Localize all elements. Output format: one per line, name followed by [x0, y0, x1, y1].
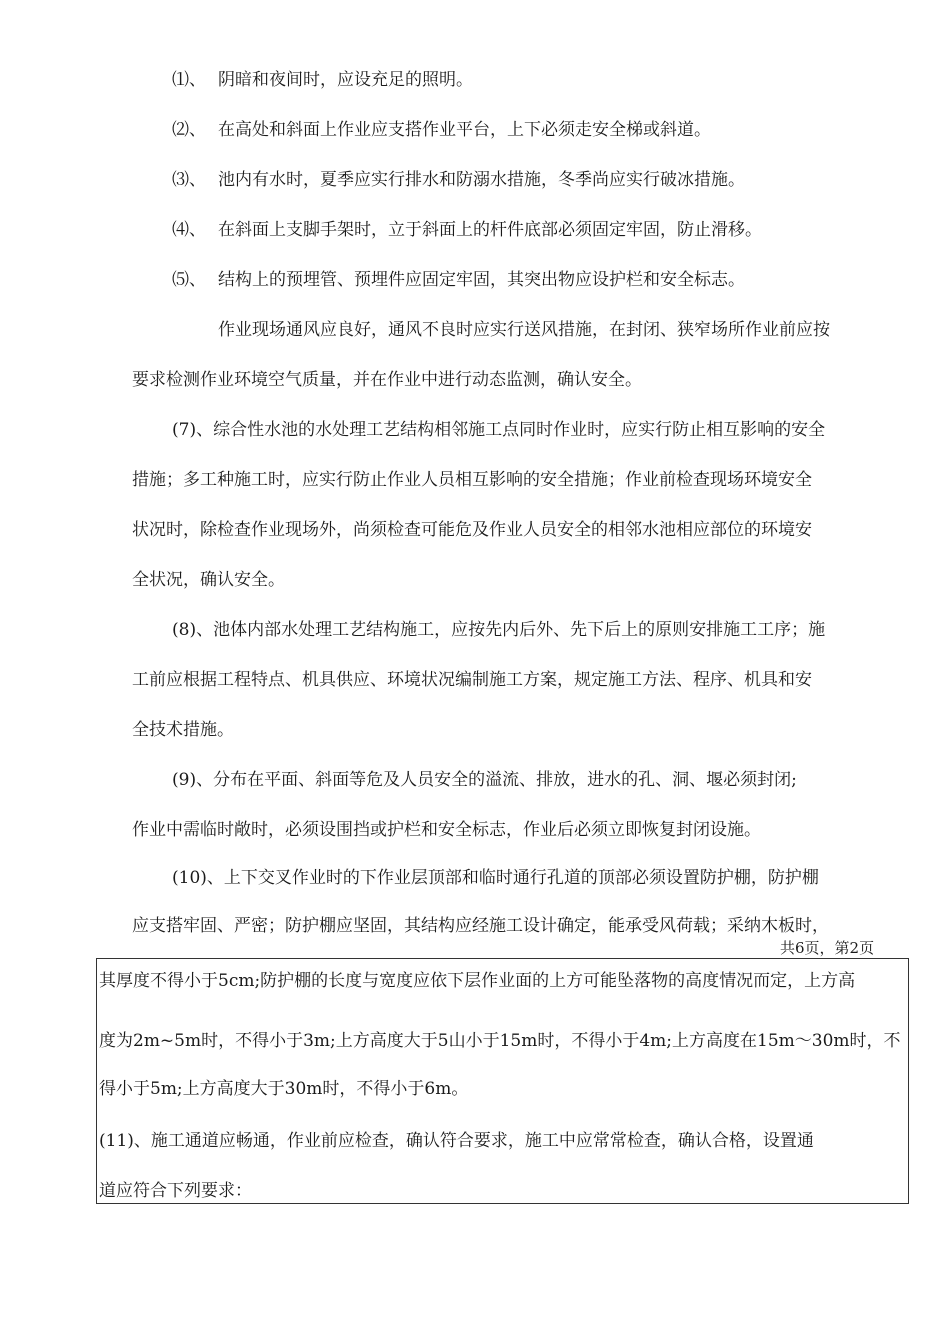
paragraph-line: 状况时，除检查作业现场外，尚须检查可能危及作业人员安全的相邻水池相应部位的环境安: [132, 520, 812, 540]
box-line: 道应符合下列要求：: [99, 1181, 252, 1201]
paragraph-line: (8)、池体内部水处理工艺结构施工，应按先内后外、先下后上的原则安排施工工序；施: [172, 620, 826, 640]
box-line: 其厚度不得小于5cm;防护棚的长度与宽度应依下层作业面的上方可能坠落物的高度情况而定，上方高: [99, 971, 856, 991]
box-line: 得小于5m;上方高度大于30m时，不得小于6m。: [99, 1079, 469, 1099]
item-number: ⑴、: [172, 70, 206, 90]
list-item: [172, 118, 711, 142]
list-item: [172, 168, 745, 192]
paragraph-line: 作业中需临时敞时，必须设围挡或护栏和安全标志，作业后必须立即恢复封闭设施。: [132, 820, 761, 840]
item-text: 阴暗和夜间时，应设充足的照明。: [218, 70, 473, 90]
item-number: ⑸、: [172, 270, 206, 290]
paragraph-line: 全状况，确认安全。: [132, 570, 285, 590]
page-number: 共6页，第2页: [780, 939, 875, 957]
paragraph-line: (10)、上下交叉作业时的下作业层顶部和临时通行孔道的顶部必须设置防护棚，防护棚: [172, 868, 819, 888]
box-line: (11)、施工通道应畅通，作业前应检查，确认符合要求，施工中应常常检查，确认合格，设置通: [99, 1131, 814, 1151]
list-item: [172, 268, 745, 292]
paragraph-line: 要求检测作业环境空气质量，并在作业中进行动态监测，确认安全。: [132, 370, 642, 390]
item-number: ⑵、: [172, 120, 206, 140]
item-text: 结构上的预埋管、预埋件应固定牢固，其突出物应设护栏和安全标志。: [218, 270, 745, 290]
paragraph-line: (7)、综合性水池的水处理工艺结构相邻施工点同时作业时，应实行防止相互影响的安全: [172, 420, 826, 440]
list-item: [172, 68, 473, 92]
box-line: 度为2m~5m时，不得小于3m;上方高度大于5山小于15m时，不得小于4m;上方高度在15m〜30m时，不: [99, 1031, 901, 1051]
paragraph-line: 作业现场通风应良好，通风不良时应实行送风措施，在封闭、狭窄场所作业前应按: [218, 320, 830, 340]
item-text: 在斜面上支脚手架时，立于斜面上的杆件底部必须固定牢固，防止滑移。: [218, 220, 762, 240]
paragraph-line: 全技术措施。: [132, 720, 234, 740]
paragraph-line: 应支搭牢固、严密；防护棚应坚固，其结构应经施工设计确定，能承受风荷载；采纳木板时，: [132, 916, 829, 936]
item-text: 池内有水时，夏季应实行排水和防溺水措施，冬季尚应实行破冰措施。: [218, 170, 745, 190]
item-number: ⑷、: [172, 220, 206, 240]
list-item: [172, 218, 762, 242]
content-box: [96, 958, 909, 1204]
paragraph-line: 措施；多工种施工时，应实行防止作业人员相互影响的安全措施；作业前检查现场环境安全: [132, 470, 812, 490]
item-number: ⑶、: [172, 170, 206, 190]
paragraph-line: 工前应根据工程特点、机具供应、环境状况编制施工方案，规定施工方法、程序、机具和安: [132, 670, 812, 690]
item-text: 在高处和斜面上作业应支搭作业平台，上下必须走安全梯或斜道。: [218, 120, 711, 140]
paragraph-line: (9)、分布在平面、斜面等危及人员安全的溢流、排放，进水的孔、洞、堰必须封闭;: [172, 770, 797, 790]
